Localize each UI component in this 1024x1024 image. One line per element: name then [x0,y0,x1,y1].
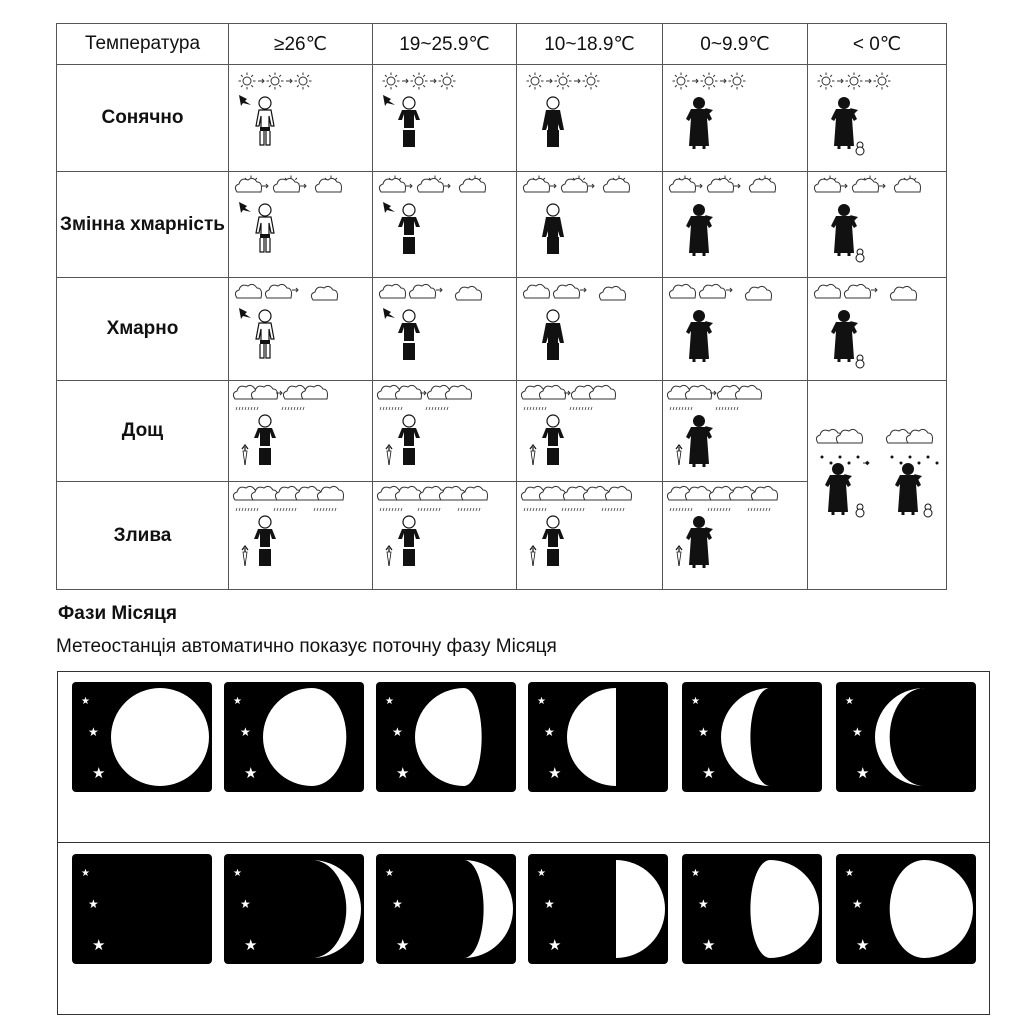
svg-text:★: ★ [548,936,562,954]
weather-cell [808,65,946,171]
svg-text:★: ★ [698,897,709,911]
weather-cell [229,381,372,481]
row-label-cloudy: Хмарно [57,278,229,381]
waning-crescent-icon [682,682,822,792]
sun-sequence-icon [808,65,948,165]
weather-cell [808,278,946,380]
svg-text:★: ★ [548,764,562,782]
weather-cell [229,172,372,277]
svg-text:★: ★ [244,764,258,782]
weather-cell [373,278,516,380]
svg-text:★: ★ [88,725,99,739]
header-temperature-label: Температура [57,24,229,65]
svg-text:★: ★ [691,696,700,707]
weather-cell [663,482,807,589]
temp-range-4: 0~9.9℃ [663,24,808,65]
svg-text:★: ★ [544,725,555,739]
sun-sequence-icon [373,65,513,165]
weather-cell [373,381,516,481]
partly-cloudy-sequence-icon [517,172,657,272]
svg-text:★: ★ [81,696,90,707]
svg-text:★: ★ [856,764,870,782]
cloudy-sequence-icon [229,278,369,378]
svg-text:★: ★ [240,725,251,739]
svg-text:★: ★ [852,897,863,911]
waxing-gibbous-icon [836,854,976,964]
svg-text:★: ★ [92,936,106,954]
waning-gibbous-icon [224,682,364,792]
moon-phases-panel [57,671,990,1015]
svg-text:★: ★ [244,936,258,954]
svg-text:★: ★ [392,725,403,739]
storm-sequence-icon [663,482,803,582]
svg-text:★: ★ [81,868,90,879]
svg-text:★: ★ [845,868,854,879]
waxing-crescent-icon [224,854,364,964]
waning-gibbous-icon [376,682,516,792]
svg-text:★: ★ [691,868,700,879]
weather-cell [517,381,662,481]
row-label-sunny: Сонячно [57,65,229,172]
snow-sequence-icon [808,381,948,581]
weather-cell [229,65,372,171]
weather-cell [808,172,946,277]
full-moon-icon [72,682,212,792]
weather-cell [229,482,372,589]
svg-text:★: ★ [845,696,854,707]
weather-cell [517,482,662,589]
waning-crescent-icon [836,682,976,792]
svg-text:★: ★ [702,764,716,782]
weather-cell [517,278,662,380]
svg-text:★: ★ [537,868,546,879]
weather-clothing-table [56,23,947,590]
new-moon-icon [72,854,212,964]
waxing-crescent-icon [376,854,516,964]
row-label-storm: Злива [57,482,229,590]
svg-text:★: ★ [240,897,251,911]
sun-sequence-icon [229,65,369,165]
svg-text:★: ★ [385,868,394,879]
sun-sequence-icon [663,65,803,165]
first-quarter-icon [528,854,668,964]
cloudy-sequence-icon [373,278,513,378]
svg-text:★: ★ [92,764,106,782]
row-label-partly-cloudy: Змінна хмарність [57,172,229,278]
weather-cell [373,482,516,589]
svg-text:★: ★ [88,897,99,911]
svg-text:★: ★ [702,936,716,954]
last-quarter-icon [528,682,668,792]
waxing-gibbous-icon [682,854,822,964]
storm-sequence-icon [517,482,657,582]
svg-text:★: ★ [396,936,410,954]
weather-cell [373,172,516,277]
partly-cloudy-sequence-icon [373,172,513,272]
sun-sequence-icon [517,65,657,165]
weather-cell [517,65,662,171]
svg-text:★: ★ [852,725,863,739]
weather-cell [517,172,662,277]
partly-cloudy-sequence-icon [229,172,369,272]
cloudy-sequence-icon [663,278,803,378]
svg-text:★: ★ [392,897,403,911]
rain-sequence-icon [229,381,369,481]
temp-range-1: ≥26℃ [229,24,373,65]
moon-panel-divider [58,842,989,843]
weather-cell [663,172,807,277]
weather-cell [663,65,807,171]
svg-text:★: ★ [856,936,870,954]
moon-phases-description: Метеостанція автоматично показує поточну фазу Місяця [56,636,557,657]
svg-text:★: ★ [537,696,546,707]
cloudy-sequence-icon [517,278,657,378]
rain-sequence-icon [517,381,657,481]
partly-cloudy-sequence-icon [808,172,948,272]
temp-range-3: 10~18.9℃ [517,24,663,65]
svg-text:★: ★ [233,868,242,879]
svg-text:★: ★ [233,696,242,707]
cloudy-sequence-icon [808,278,948,378]
svg-text:★: ★ [544,897,555,911]
moon-phases-title: Фази Місяця [58,603,177,624]
temp-range-5: < 0℃ [808,24,947,65]
weather-cell [373,65,516,171]
svg-text:★: ★ [385,696,394,707]
weather-cell [229,278,372,380]
svg-text:★: ★ [698,725,709,739]
weather-cell [663,381,807,481]
rain-sequence-icon [373,381,513,481]
storm-sequence-icon [229,482,369,582]
row-label-rain: Дощ [57,381,229,482]
weather-cell [663,278,807,380]
weather-cell [808,381,946,589]
storm-sequence-icon [373,482,513,582]
svg-text:★: ★ [396,764,410,782]
partly-cloudy-sequence-icon [663,172,803,272]
rain-sequence-icon [663,381,803,481]
temp-range-2: 19~25.9℃ [373,24,517,65]
